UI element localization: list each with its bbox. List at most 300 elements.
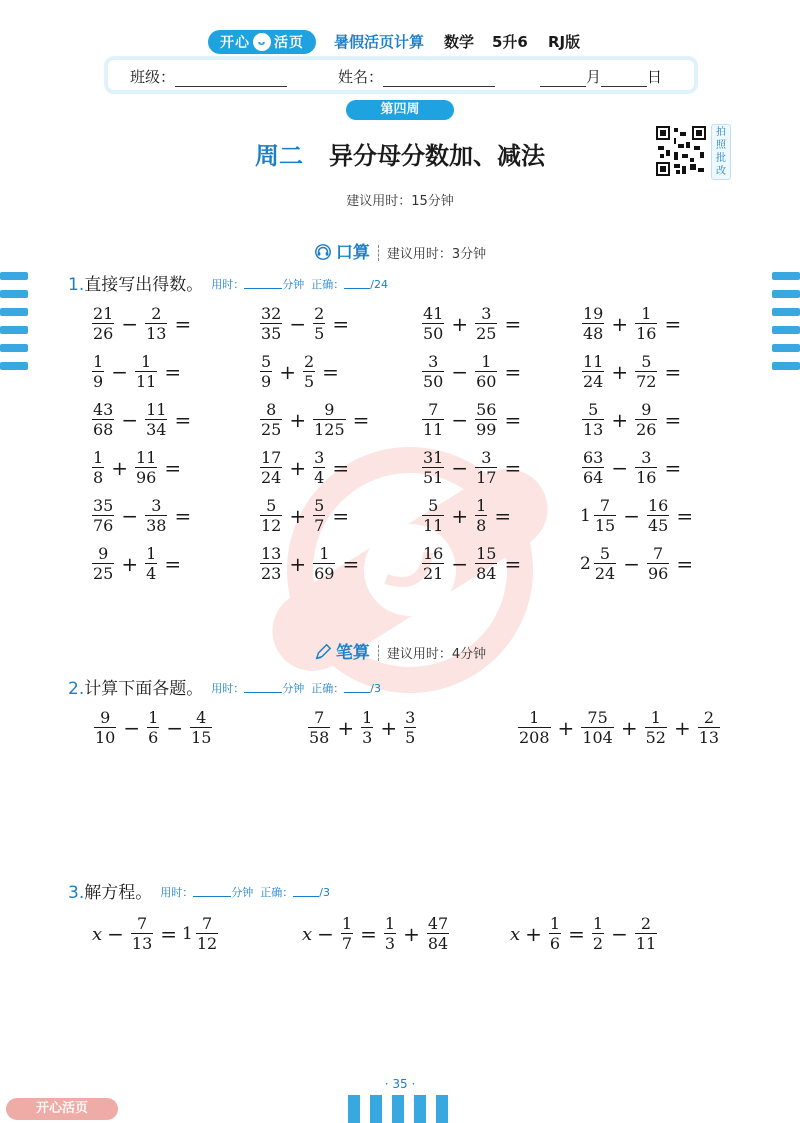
- fraction: [422, 354, 444, 390]
- numerator: 3: [428, 352, 439, 371]
- equation-problem: [302, 914, 451, 954]
- denominator: 16: [636, 324, 657, 343]
- denominator: 10: [95, 728, 116, 747]
- denominator: 50: [423, 372, 444, 391]
- denominator: 11: [423, 420, 444, 439]
- fraction: [581, 710, 614, 746]
- oral-problem: [90, 304, 196, 344]
- headset-icon: [314, 243, 332, 261]
- fraction: [422, 402, 444, 438]
- oral-problem: [580, 448, 686, 488]
- operator: −: [451, 360, 469, 384]
- operator: −: [611, 456, 629, 480]
- numerator: 1: [481, 352, 492, 371]
- denominator: 96: [647, 564, 669, 583]
- brand-logo-left: 开心: [220, 35, 250, 51]
- operator: −: [623, 504, 640, 528]
- operator: +: [403, 922, 420, 946]
- fraction: [422, 546, 444, 582]
- oral-problem: [90, 352, 186, 392]
- operator: −: [451, 552, 469, 576]
- fraction: [92, 354, 104, 390]
- student-info-bar: [108, 60, 694, 90]
- operator: =: [160, 922, 178, 946]
- operator: −: [451, 456, 469, 480]
- operator: −: [111, 360, 128, 384]
- operator: +: [289, 504, 307, 528]
- operator: −: [121, 504, 139, 528]
- operator: +: [289, 408, 307, 432]
- smile-icon: ᴗ: [253, 33, 271, 51]
- operator: −: [123, 716, 141, 740]
- operator: =: [664, 408, 682, 432]
- denominator: 7: [314, 516, 325, 535]
- denominator: 48: [583, 324, 604, 343]
- denominator: 4: [314, 468, 325, 487]
- written-problem: [92, 708, 214, 748]
- fraction: [145, 402, 167, 438]
- written-section-header: [0, 638, 800, 663]
- denominator: 13: [131, 934, 153, 953]
- fraction: [303, 354, 315, 390]
- operator: +: [620, 716, 638, 740]
- fraction: [645, 710, 667, 746]
- oral-problem: [580, 352, 686, 392]
- numerator: 1: [141, 352, 152, 371]
- oral-problem: [258, 544, 364, 584]
- operator: =: [676, 504, 694, 528]
- oral-problem: [580, 544, 698, 584]
- variable: x: [510, 923, 521, 945]
- oral-problem: [90, 496, 196, 536]
- denominator: 104: [582, 728, 613, 747]
- operator: +: [611, 408, 629, 432]
- numerator: 16: [423, 544, 444, 563]
- fraction: [635, 306, 657, 342]
- operator: =: [360, 922, 377, 946]
- denominator: 23: [261, 564, 282, 583]
- numerator: 5: [428, 496, 439, 515]
- numerator: 3: [641, 448, 652, 467]
- denominator: 16: [636, 468, 657, 487]
- class-blank[interactable]: [175, 71, 287, 87]
- operator: +: [279, 360, 296, 384]
- question-1-title: [68, 270, 388, 295]
- operator: +: [611, 312, 629, 336]
- fraction: [147, 710, 159, 746]
- denominator: 6: [549, 934, 561, 953]
- written-section-time: 建议用时：4分钟: [386, 647, 487, 662]
- operator: −: [121, 312, 139, 336]
- page-number: · 35 ·: [384, 1077, 416, 1091]
- operator: +: [289, 552, 307, 576]
- qr-code-icon[interactable]: [656, 126, 706, 176]
- left-edge-tabs: [0, 272, 28, 380]
- denominator: 35: [261, 324, 282, 343]
- oral-problem: [420, 304, 526, 344]
- fraction: [404, 710, 416, 746]
- numerator: 1: [341, 914, 353, 933]
- numerator: 3: [405, 708, 416, 727]
- numerator: 2: [640, 914, 652, 933]
- fraction: [422, 306, 444, 342]
- operator: =: [676, 552, 694, 576]
- numerator: 9: [641, 400, 652, 419]
- photo-grading-label: [711, 124, 731, 180]
- numerator: 75: [587, 708, 608, 727]
- operator: =: [504, 360, 522, 384]
- operator: =: [174, 312, 192, 336]
- denominator: 99: [476, 420, 497, 439]
- denominator: 208: [519, 728, 550, 747]
- denominator: 5: [314, 324, 325, 343]
- denominator: 9: [93, 372, 104, 391]
- week-badge: 第四周: [346, 100, 454, 120]
- operator: −: [623, 552, 640, 576]
- denominator: 69: [314, 564, 335, 583]
- numerator: 3: [481, 304, 492, 323]
- denominator: 24: [583, 372, 604, 391]
- numerator: 1: [529, 708, 540, 727]
- oral-problem: [580, 496, 698, 536]
- question-1-meta: 用时： 分钟 正确： /24: [211, 278, 388, 291]
- oral-problem: [258, 304, 354, 344]
- numerator: 11: [583, 352, 604, 371]
- month-blank[interactable]: [540, 71, 586, 87]
- denominator: 60: [476, 372, 497, 391]
- numerator: 1: [641, 304, 652, 323]
- oral-problem: [258, 448, 354, 488]
- numerator: 41: [423, 304, 444, 323]
- denominator: 58: [309, 728, 330, 747]
- operator: =: [174, 408, 192, 432]
- fraction: [145, 546, 157, 582]
- numerator: 2: [151, 304, 162, 323]
- numerator: 11: [135, 448, 157, 467]
- operator: =: [332, 456, 350, 480]
- denominator: 13: [146, 324, 167, 343]
- numerator: 43: [93, 400, 114, 419]
- operator: −: [317, 922, 334, 946]
- question-text: 计算下面各题。: [84, 679, 204, 699]
- numerator: 7: [314, 708, 325, 727]
- question-text: 直接写出得数。: [84, 275, 204, 295]
- numerator: 1: [549, 914, 561, 933]
- numerator: 2: [303, 352, 315, 371]
- subject-label: 数学: [444, 33, 475, 51]
- numerator: 3: [151, 496, 162, 515]
- fraction: [384, 916, 396, 952]
- denominator: 11: [135, 372, 157, 391]
- denominator: 12: [196, 934, 218, 953]
- numerator: 32: [261, 304, 282, 323]
- fraction: [361, 710, 373, 746]
- operator: −: [121, 408, 139, 432]
- fraction: [313, 306, 325, 342]
- denominator: 5: [405, 728, 416, 747]
- day-blank[interactable]: [601, 71, 647, 87]
- numerator: 21: [93, 304, 114, 323]
- denominator: 9: [261, 372, 272, 391]
- written-problem: [306, 708, 418, 748]
- operator: −: [289, 312, 307, 336]
- denominator: 13: [698, 728, 720, 747]
- question-number: 1.: [68, 275, 85, 295]
- oral-section-name: 口算: [335, 243, 370, 263]
- denominator: 24: [261, 468, 282, 487]
- fraction: [92, 498, 114, 534]
- fraction: [313, 546, 335, 582]
- fraction: [135, 450, 157, 486]
- name-field: [338, 66, 495, 87]
- title-day: 周二: [255, 142, 303, 170]
- fraction: [635, 402, 657, 438]
- operator: =: [504, 456, 522, 480]
- numerator: 9: [98, 544, 109, 563]
- fraction: [635, 354, 657, 390]
- day-label: 日: [647, 68, 663, 86]
- fraction: [313, 498, 325, 534]
- fraction: [475, 450, 497, 486]
- operator: =: [504, 312, 522, 336]
- class-field: [130, 66, 287, 87]
- numerator: 17: [261, 448, 282, 467]
- operator: +: [337, 716, 355, 740]
- equation-problem: [510, 914, 659, 954]
- numerator: 5: [314, 496, 325, 515]
- numerator: 5: [266, 496, 277, 515]
- brand-logo: [208, 30, 316, 54]
- oral-problem: [258, 496, 354, 536]
- fraction: [427, 916, 449, 952]
- operator: +: [121, 552, 139, 576]
- denominator: 26: [93, 324, 114, 343]
- fraction: [698, 710, 720, 746]
- oral-problem: [90, 544, 186, 584]
- denominator: 15: [594, 516, 616, 535]
- book-title: 暑假活页计算: [334, 33, 425, 51]
- numerator: 1: [319, 544, 330, 563]
- fraction: [145, 498, 167, 534]
- numerator: 5: [588, 400, 599, 419]
- denominator: 72: [636, 372, 657, 391]
- numerator: 5: [261, 352, 272, 371]
- denominator: 7: [341, 934, 353, 953]
- numerator: 63: [583, 448, 604, 467]
- numerator: 1: [592, 914, 604, 933]
- fraction: [475, 354, 497, 390]
- operator: −: [107, 922, 124, 946]
- operator: =: [332, 504, 350, 528]
- fraction: [92, 402, 114, 438]
- fraction: [594, 498, 616, 534]
- denominator: 25: [93, 564, 114, 583]
- mixed-whole: 1: [182, 924, 193, 944]
- question-3-title: [68, 878, 330, 903]
- denominator: 38: [146, 516, 167, 535]
- denominator: 8: [476, 516, 487, 535]
- operator: +: [289, 456, 307, 480]
- operator: =: [568, 922, 585, 946]
- numerator: 2: [314, 304, 325, 323]
- fraction: [260, 402, 282, 438]
- oral-problem: [258, 400, 374, 440]
- fraction: [260, 498, 282, 534]
- denominator: 52: [645, 728, 666, 747]
- denominator: 11: [423, 516, 444, 535]
- denominator: 25: [261, 420, 282, 439]
- denominator: 5: [303, 372, 315, 391]
- pencil-icon: [314, 643, 332, 661]
- fraction: [308, 710, 330, 746]
- oral-section-time: 建议用时：3分钟: [386, 247, 487, 262]
- mixed-whole: 1: [580, 506, 591, 526]
- numerator: 9: [100, 708, 111, 727]
- numerator: 35: [93, 496, 114, 515]
- operator: =: [664, 312, 682, 336]
- denominator: 8: [93, 468, 104, 487]
- question-2-meta: 用时： 分钟 正确： /3: [211, 682, 381, 695]
- footer-brand-logo: 开心活页: [6, 1098, 118, 1120]
- month-label: 月: [586, 68, 602, 86]
- numerator: 2: [703, 708, 715, 727]
- denominator: 51: [423, 468, 444, 487]
- operator: −: [611, 922, 628, 946]
- numerator: 1: [146, 544, 157, 563]
- numerator: 5: [599, 544, 611, 563]
- written-section-name: 笔算: [335, 643, 370, 663]
- name-label: 姓名：: [338, 68, 384, 86]
- fraction: [594, 546, 616, 582]
- denominator: 3: [384, 934, 396, 953]
- denominator: 11: [635, 934, 657, 953]
- variable: x: [302, 923, 313, 945]
- operator: +: [611, 360, 629, 384]
- fraction: [260, 354, 272, 390]
- denominator: 21: [423, 564, 444, 583]
- fraction: [260, 546, 282, 582]
- bottom-edge-tabs: [348, 1095, 458, 1123]
- fraction: [647, 546, 669, 582]
- fraction: [94, 710, 116, 746]
- numerator: 15: [476, 544, 497, 563]
- operator: =: [174, 504, 192, 528]
- operator: =: [504, 552, 522, 576]
- denominator: 34: [146, 420, 167, 439]
- operator: =: [664, 456, 682, 480]
- fraction: [518, 710, 551, 746]
- oral-problem: [258, 352, 344, 392]
- denominator: 17: [476, 468, 497, 487]
- fraction: [260, 306, 282, 342]
- date-field: [540, 66, 662, 87]
- written-problem: [516, 708, 722, 748]
- oral-section-header: [0, 238, 800, 263]
- operator: =: [164, 456, 182, 480]
- qr-label-char: 批: [716, 153, 726, 164]
- operator: =: [164, 552, 182, 576]
- oral-problem: [420, 544, 526, 584]
- numerator: 7: [599, 496, 611, 515]
- oral-problem: [420, 496, 516, 536]
- operator: −: [166, 716, 184, 740]
- denominator: 68: [93, 420, 114, 439]
- operator: =: [494, 504, 512, 528]
- denominator: 96: [135, 468, 157, 487]
- operator: +: [451, 312, 469, 336]
- denominator: 64: [583, 468, 604, 487]
- numerator: 31: [423, 448, 444, 467]
- name-blank[interactable]: [383, 71, 495, 87]
- numerator: 11: [146, 400, 167, 419]
- operator: =: [322, 360, 339, 384]
- fraction: [647, 498, 669, 534]
- operator: +: [451, 504, 469, 528]
- fraction: [422, 498, 444, 534]
- fraction: [475, 306, 497, 342]
- operator: −: [451, 408, 469, 432]
- operator: =: [504, 408, 522, 432]
- denominator: 12: [261, 516, 282, 535]
- numerator: 9: [324, 400, 335, 419]
- denominator: 84: [427, 934, 449, 953]
- question-2-title: [68, 674, 381, 699]
- operator: =: [352, 408, 370, 432]
- numerator: 13: [261, 544, 282, 563]
- numerator: 7: [201, 914, 213, 933]
- equation-problem: [92, 914, 220, 954]
- fraction: [313, 402, 346, 438]
- edition-label: RJ版: [548, 33, 581, 51]
- operator: =: [332, 312, 350, 336]
- numerator: 1: [93, 352, 104, 371]
- right-edge-tabs: [772, 272, 800, 380]
- denominator: 13: [583, 420, 604, 439]
- denominator: 24: [594, 564, 616, 583]
- oral-problem: [420, 400, 526, 440]
- numerator: 1: [362, 708, 373, 727]
- fraction: [635, 450, 657, 486]
- fraction: [592, 916, 604, 952]
- denominator: 2: [592, 934, 604, 953]
- denominator: 45: [647, 516, 669, 535]
- denominator: 25: [476, 324, 497, 343]
- denominator: 6: [148, 728, 159, 747]
- numerator: 47: [427, 914, 449, 933]
- operator: +: [673, 716, 691, 740]
- suggested-time-total: 建议用时：15分钟: [346, 194, 454, 209]
- question-number: 3.: [68, 883, 85, 903]
- title-topic: 异分母分数加、减法: [329, 142, 545, 170]
- numerator: 1: [93, 448, 104, 467]
- fraction: [475, 498, 487, 534]
- qr-label-char: 改: [716, 166, 726, 177]
- numerator: 16: [647, 496, 669, 515]
- operator: =: [164, 360, 182, 384]
- fraction: [131, 916, 153, 952]
- numerator: 4: [196, 708, 207, 727]
- operator: +: [380, 716, 398, 740]
- fraction: [92, 450, 104, 486]
- oral-problem: [580, 400, 686, 440]
- fraction: [135, 354, 157, 390]
- fraction: [475, 402, 497, 438]
- fraction: [190, 710, 212, 746]
- mixed-whole: 2: [580, 554, 591, 574]
- fraction: [422, 450, 444, 486]
- numerator: 1: [476, 496, 487, 515]
- denominator: 76: [93, 516, 114, 535]
